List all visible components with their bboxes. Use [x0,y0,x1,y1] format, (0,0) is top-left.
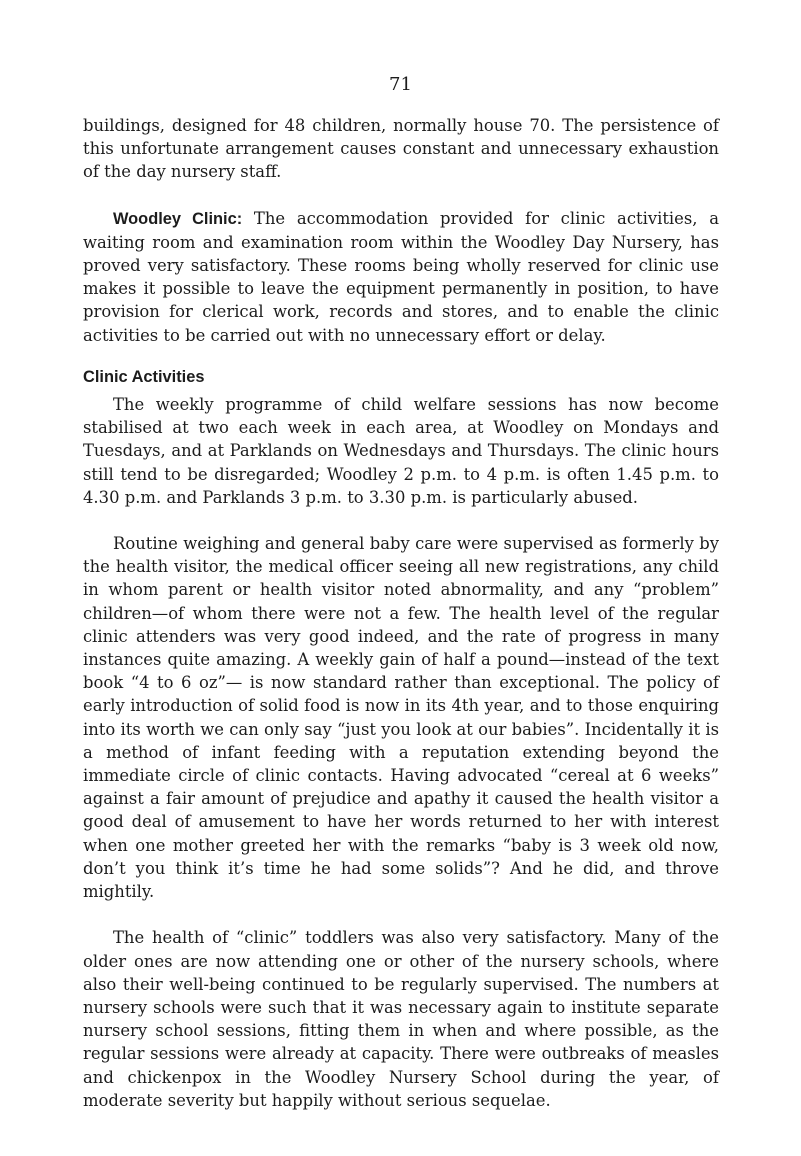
paragraph-weekly-programme: The weekly programme of child welfare sessions has now become stabilised at two each week in each area, at Woodley on Mondays and Tuesdays, and at Parklands on Wednesdays and Thursdays. The clinic hours still tend to be disregarded; Woodley 2 p.m. to 4 p.m. is often 1.45 p.m. to 4.30 p.m. and Parklands 3 p.m. to 3.30 p.m. is particularly abused. [83,395,719,507]
page-number: 71 [389,74,412,95]
paragraph-continuation: buildings, designed for 48 children, normally house 70. The persistence of this unfortunate arrangement causes constant and unnecessary exhaustion of the day nursery staff. [83,116,719,182]
paragraph-routine-weighing: Routine weighing and general baby care were supervised as formerly by the health visitor, the medical officer seeing all new registrations, any child in whom parent or health visitor noted abnormality, and any “problem” children—of whom there were not a few. The health level of the regular clinic attenders was very good indeed, and the rate of progress in many instances quite amazing. A weekly gain of half a pound—instead of the text book “4 to 6 oz”— is now standard rather than exceptional. The policy of early introduction of solid food is now in its 4th year, and to those enquiring into its worth we can only say “just you look at our babies”. Incidentally it is a method of infant feeding with a reputation extending beyond the immediate circle of clinic contacts. Having advocated “cereal at 6 weeks” against a fair amount of prejudice and apathy it caused the health visitor a good deal of amusement to have her words returned to her with interest when one mother greeted her with the remarks “baby is 3 week old now, don’t you think it’s time he had some solids”? And he did, and throve mightily. [83,534,719,902]
paragraph-woodley-clinic-text: The accommodation provided for clinic activities, a waiting room and examination room within the Woodley Day Nursery, has proved very satisfactory. These rooms being wholly reserved for clinic use makes it possible to leave the equipment permanently in position, to have provision for clerical work, records and stores, and to enable the clinic activities to be carried out with no unnecessary effort or delay. [83,208,719,345]
paragraph-woodley-clinic [83,207,719,347]
paragraph-toddlers-health: The health of “clinic” toddlers was also very satisfactory. Many of the older ones are now attending one or other of the nursery schools, where also their well-being continued to be regularly supervised. The numbers at nursery schools were such that it was necessary again to institute separate nursery school sessions, fitting them in when and where possible, as the regular sessions were already at capacity. There were outbreaks of measles and chickenpox in the Woodley Nursery School during the year, of moderate severity but happily without serious sequelae. [83,928,719,1110]
inline-heading-woodley-clinic: Woodley Clinic: [113,209,243,228]
document-body [83,114,719,1112]
section-heading-clinic-activities: Clinic Activities [83,367,205,386]
